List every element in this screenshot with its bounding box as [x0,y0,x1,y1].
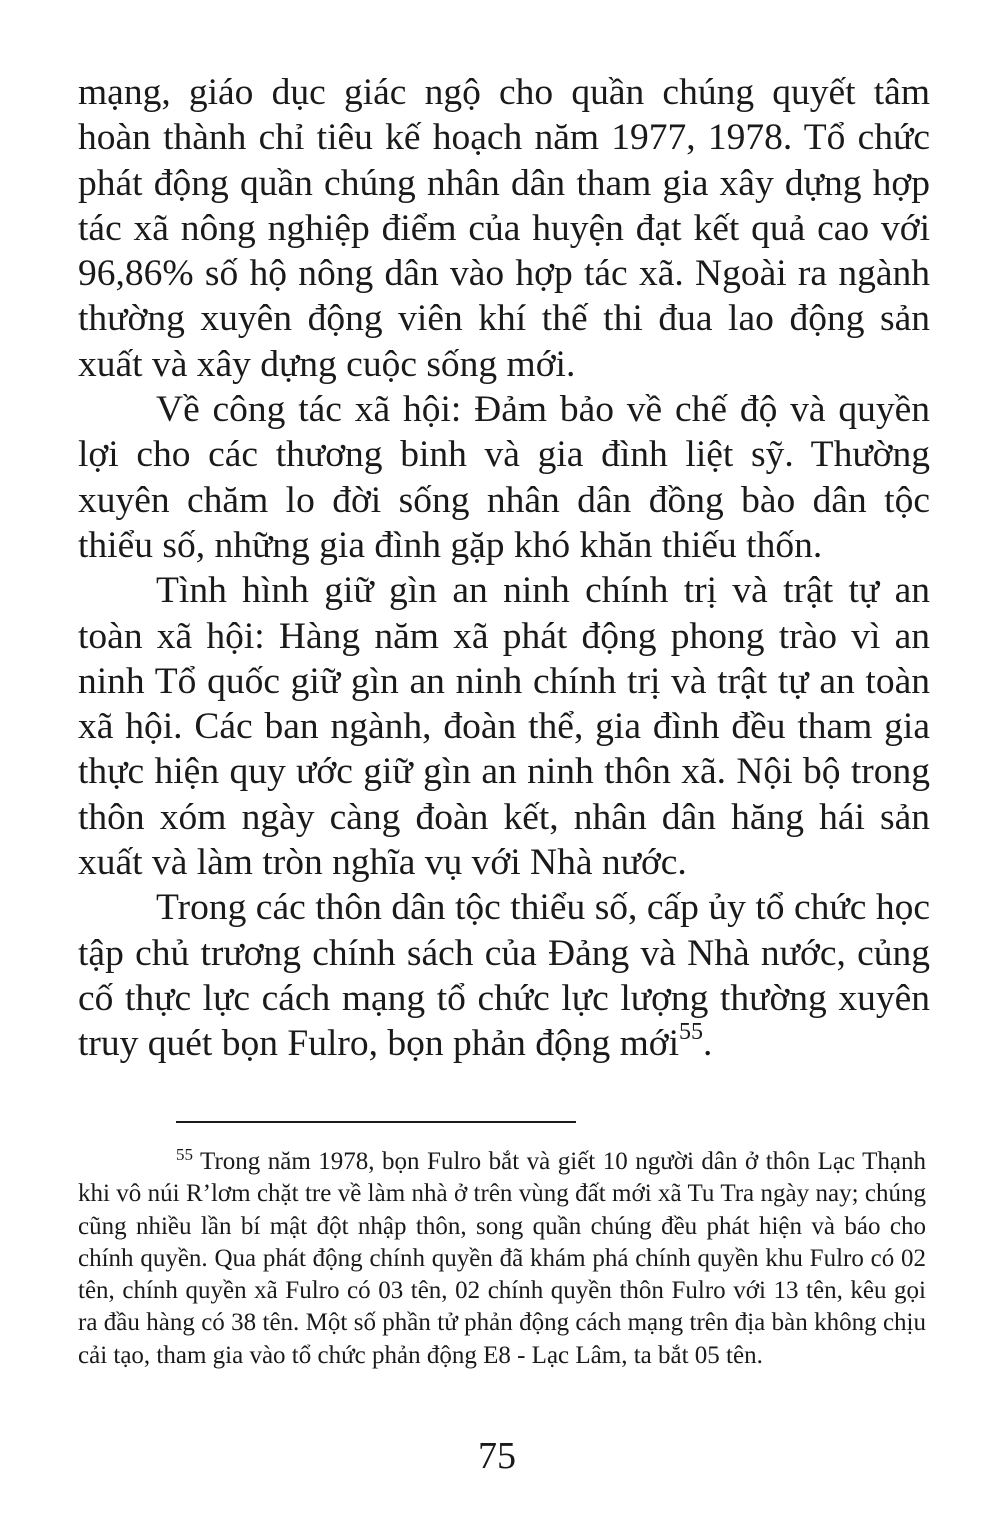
footnote-reference[interactable]: 55 [679,1019,704,1046]
paragraph-4 [78,885,930,1066]
main-text [78,70,930,1067]
paragraph-4-text: Trong các thôn dân tộc thiểu số, cấp ủy tổ chức học tập chủ trương chính sách của Đảng và Nhà nước, củng cố thực lực cách mạng tổ chức lực lượng thường xuyên truy quét bọn Fulro, bọn phản động mới [78,887,930,1065]
paragraph-1: mạng, giáo dục giác ngộ cho quần chúng quyết tâm hoàn thành chỉ tiêu kế hoạch năm 1977, 1978. Tổ chức phát động quần chúng nhân dân tham gia xây dựng hợp tác xã nông nghiệp điểm của huyện đạt kết quả cao với 96,86% số hộ nông dân vào hợp tác xã. Ngoài ra ngành thường xuyên động viên khí thế thi đua lao động sản xuất và xây dựng cuộc sống mới. [78,72,930,385]
footnote-number: 55 [176,1145,193,1164]
paragraph-4-end: . [703,1023,713,1065]
footnote-separator [176,1121,576,1123]
footnote [78,1146,926,1372]
paragraph-2: Về công tác xã hội: Đảm bảo về chế độ và quyền lợi cho các thương binh và gia đình liệt sỹ. Thường xuyên chăm lo đời sống nhân dân đồng bào dân tộc thiểu số, những gia đình gặp khó khăn thiếu thốn. [78,389,930,566]
footnote-text: Trong năm 1978, bọn Fulro bắt và giết 10 người dân ở thôn Lạc Thạnh khi vô núi R’lơm chặt tre về làm nhà ở trên vùng đất mới xã Tu Tra ngày nay; chúng cũng nhiều lần bí mật đột nhập thôn, song quần chúng đều phát hiện và báo cho chính quyền. Qua phát động chính quyền đã khám phá chính quyền khu Fulro có 02 tên, chính quyền xã Fulro có 03 tên, 02 chính quyền thôn Fulro với 13 tên, kêu gọi ra đầu hàng có 38 tên. Một số phần tử phản động cách mạng trên địa bàn không chịu cải tạo, tham gia vào tổ chức phản động E8 - Lạc Lâm, ta bắt 05 tên. [78,1148,926,1369]
page-number: 75 [478,1435,516,1477]
paragraph-3: Tình hình giữ gìn an ninh chính trị và trật tự an toàn xã hội: Hàng năm xã phát động phong trào vì an ninh Tổ quốc giữ gìn an ninh chính trị và trật tự an toàn xã hội. Các ban ngành, đoàn thể, gia đình đều tham gia thực hiện quy ước giữ gìn an ninh thôn xã. Nội bộ trong thôn xóm ngày càng đoàn kết, nhân dân hăng hái sản xuất và làm tròn nghĩa vụ với Nhà nước. [78,570,930,884]
